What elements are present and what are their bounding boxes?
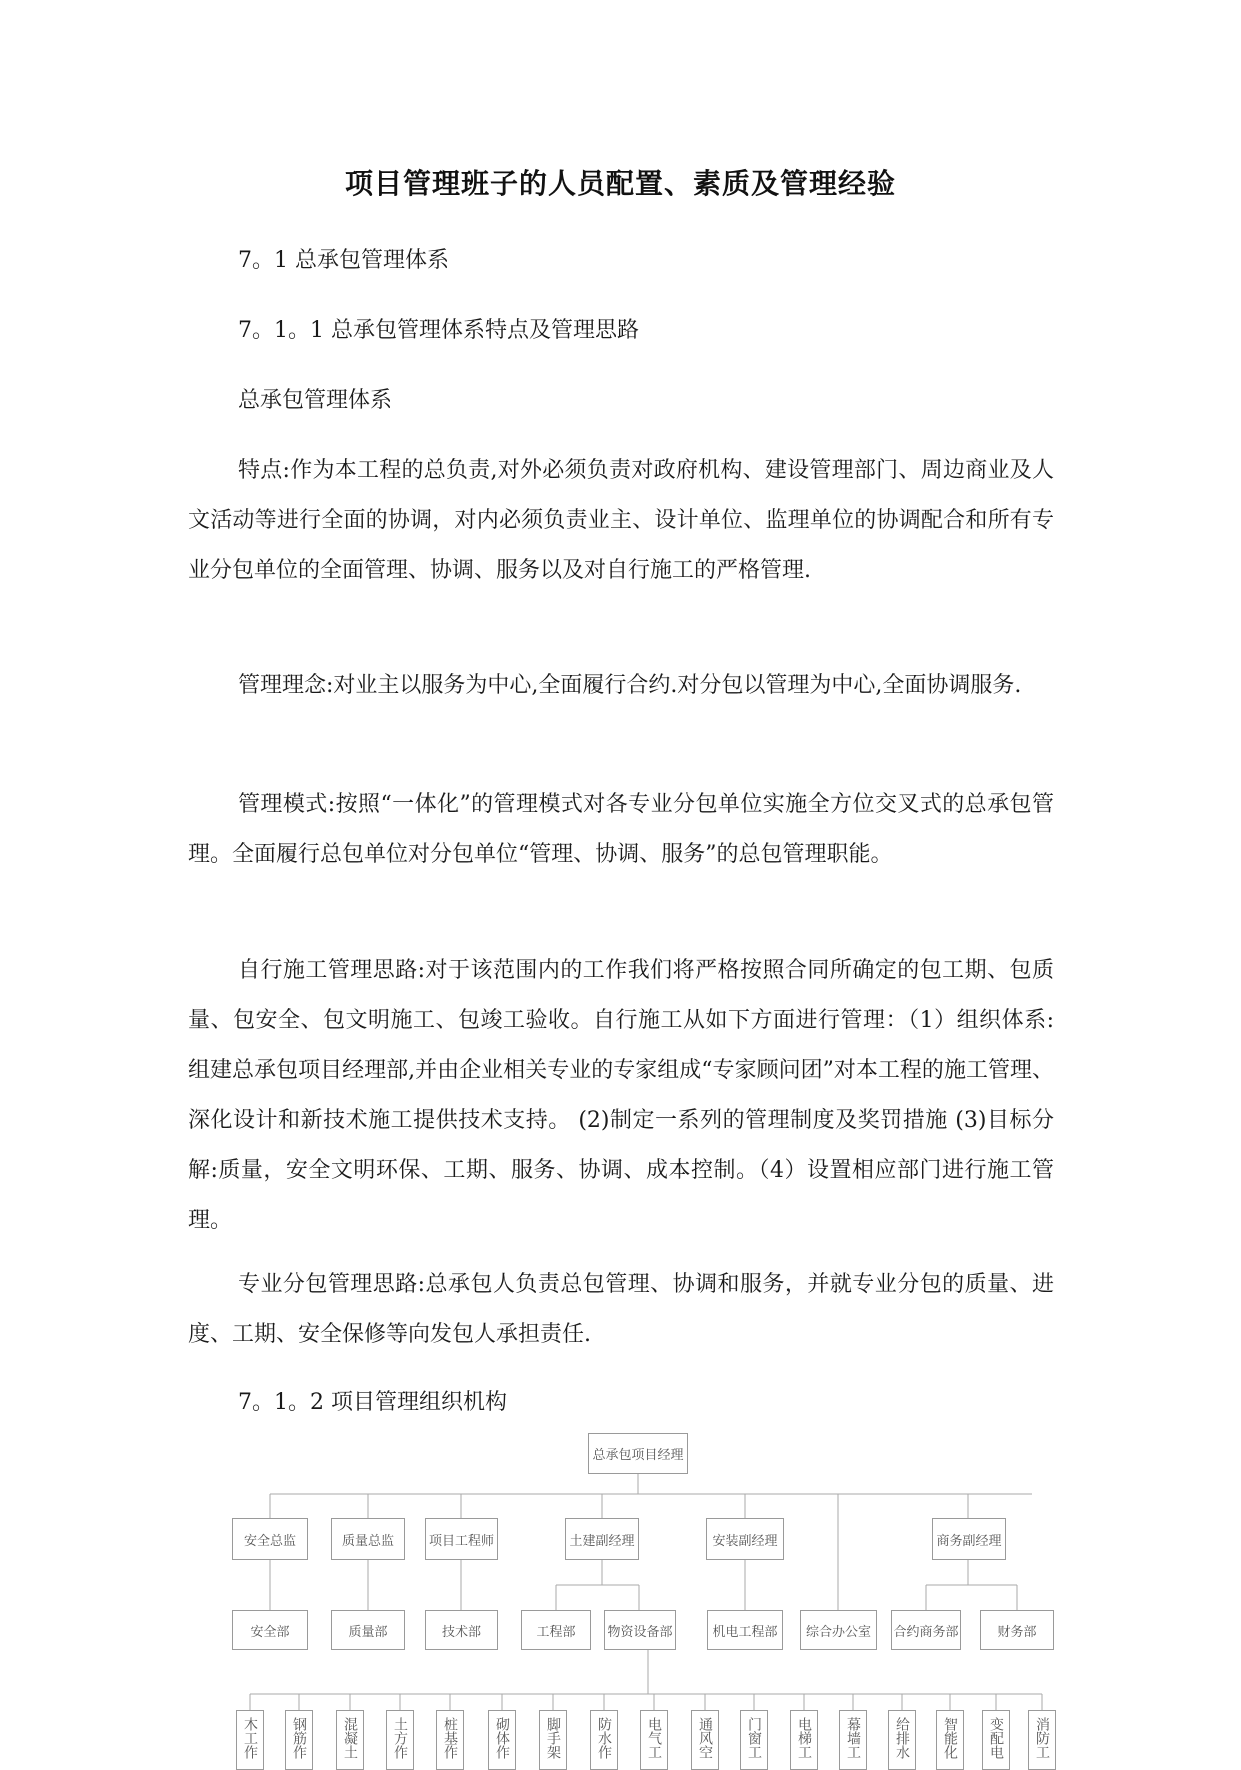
org-node-project-engineer: 项目工程师 (425, 1518, 498, 1560)
org-node-contracts-commercial-dept: 合约商务部 (891, 1610, 961, 1650)
org-node-finance-dept: 财务部 (980, 1610, 1054, 1650)
org-team-curtain-wall: 幕墙工 (839, 1710, 867, 1770)
org-node-civil-deputy-manager: 土建副经理 (565, 1518, 639, 1560)
org-node-engineering-dept: 工程部 (521, 1610, 591, 1650)
section-heading-7-1-1: 7。1。1 总承包管理体系特点及管理思路 (238, 318, 639, 343)
paragraph-philosophy: 管理理念:对业主以服务为中心,全面履行合约.对分包以管理为中心,全面协调服务. (238, 673, 1022, 698)
org-team-piling: 桩基作 (436, 1710, 464, 1770)
paragraph-subcontract: 专业分包管理思路:总承包人负责总包管理、协调和服务，并就专业分包的质量、进度、工期、安全保修等向发包人承担责任. (188, 1272, 1054, 1347)
org-node-commercial-deputy-manager: 商务副经理 (932, 1518, 1006, 1560)
paragraph-mode: 管理模式:按照“一体化”的管理模式对各专业分包单位实施全方位交叉式的总承包管理。全面履行总包单位对分包单位“管理、协调、服务”的总包管理职能。 (188, 792, 1054, 867)
org-team-carpentry: 木工作 (236, 1710, 264, 1770)
org-node-general-office: 综合办公室 (800, 1610, 877, 1650)
org-team-doors-windows: 门窗工 (740, 1710, 768, 1770)
org-node-technical-dept: 技术部 (425, 1610, 498, 1650)
org-team-concrete: 混凝土 (336, 1710, 364, 1770)
paragraph-self-construction: 自行施工管理思路:对于该范围内的工作我们将严格按照合同所确定的包工期、包质量、包安全、包文明施工、包竣工验收。自行施工从如下方面进行管理：（1）组织体系:组建总承包项目经理部,并由企业相关专业的专家组成“专家顾问团”对本工程的施工管理、深化设计和新技术施工提供技术支持。 (2)制定一系列的管理制度及奖罚措施 (3)目标分解:质量，安全文明环保、工期、服务、协调、成本控制。（4）设置相应部门进行施工管理。 (188, 958, 1054, 1233)
org-node-quality-director: 质量总监 (331, 1518, 405, 1560)
paragraph-features: 特点:作为本工程的总负责,对外必须负责对政府机构、建设管理部门、周边商业及人文活动等进行全面的协调，对内必须负责业主、设计单位、监理单位的协调配合和所有专业分包单位的全面管理、协调、服务以及对自行施工的严格管理. (188, 458, 1054, 583)
org-team-hvac: 通风空 (691, 1710, 719, 1770)
org-node-materials-equipment-dept: 物资设备部 (604, 1610, 676, 1650)
org-node-safety-director: 安全总监 (232, 1518, 308, 1560)
org-team-electrical: 电气工 (640, 1710, 668, 1770)
section-heading-7-1-2: 7。1。2 项目管理组织机构 (238, 1390, 507, 1415)
document-title: 项目管理班子的人员配置、素质及管理经验 (344, 167, 896, 200)
org-team-intelligent-systems: 智能化 (936, 1710, 964, 1770)
org-team-rebar: 钢筋作 (285, 1710, 313, 1770)
org-team-waterproofing: 防水作 (590, 1710, 618, 1770)
org-node-mep-dept: 机电工程部 (707, 1610, 783, 1650)
org-node-project-manager: 总承包项目经理 (588, 1433, 688, 1474)
org-team-fire-protection: 消防工 (1028, 1710, 1056, 1770)
section-heading-7-1: 7。1 总承包管理体系 (238, 248, 449, 273)
subheading-system: 总承包管理体系 (238, 388, 393, 413)
org-node-quality-dept: 质量部 (331, 1610, 405, 1650)
org-team-masonry: 砌体作 (488, 1710, 516, 1770)
org-team-elevator: 电梯工 (790, 1710, 818, 1770)
org-team-scaffolding: 脚手架 (539, 1710, 567, 1770)
org-team-plumbing: 给排水 (888, 1710, 916, 1770)
org-node-installation-deputy-manager: 安装副经理 (706, 1518, 784, 1560)
org-node-safety-dept: 安全部 (232, 1610, 308, 1650)
org-team-earthwork: 土方作 (386, 1710, 414, 1770)
org-team-power-distribution: 变配电 (982, 1710, 1010, 1770)
